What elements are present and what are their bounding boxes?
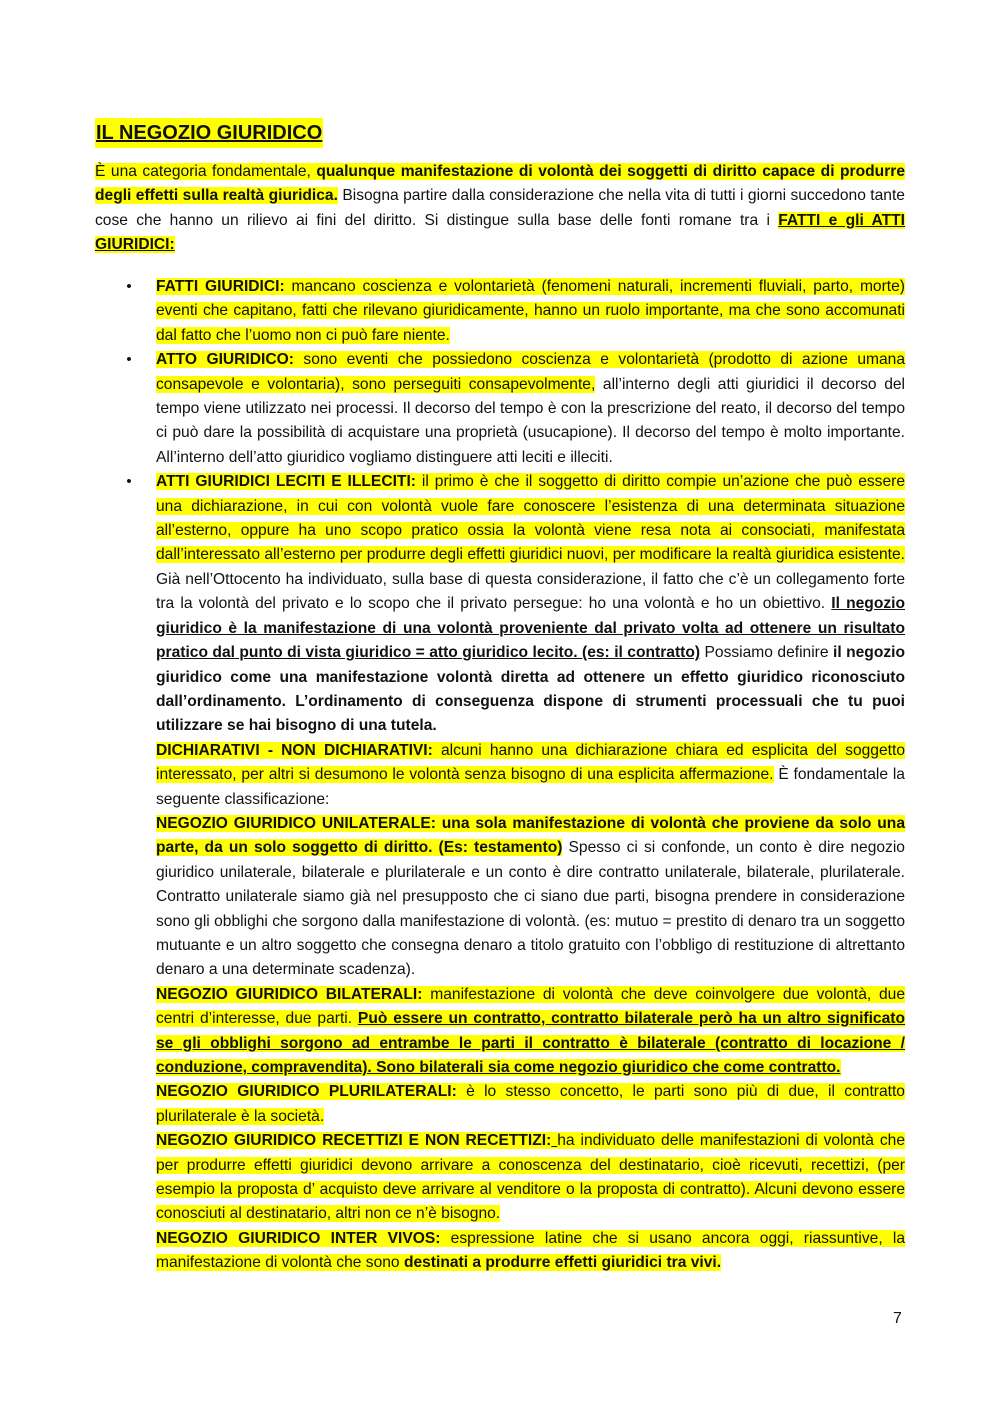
item-text: mancano coscienza e volontarietà (fenomeni naturali, incrementi fluviali, parto, morte) eventi che capitano, fatti che rilevano giuridicamente, hanno un ruolo importante, ma che sono accomunati dal fatto che l’uomo non ci può fare niente. [156, 278, 905, 344]
item-heading: FATTI GIURIDICI: [156, 278, 285, 295]
list-item-fatti-giuridici [95, 275, 905, 348]
page-number: 7 [893, 1310, 902, 1327]
item-heading: ATTO GIURIDICO: [156, 351, 294, 369]
section-text: manifestazione di volontà che deve coinvolgere due volontà, due centri d’interesse, due parti. [156, 985, 905, 1028]
section-bold: destinati a produrre effetti giuridici tra vivi. [403, 1254, 722, 1272]
section-plurilaterali [95, 1080, 905, 1129]
negozio-definition-2: il negozio giuridico come una manifestazione volontà diretta ad ottenere un effetto giuridico riconosciuto dall’ordinamento. L’ordinamento di conseguenza dispone di strumenti processuali che tu puoi utilizzare se hai bisogno di una tutela. [156, 644, 906, 735]
item-text-highlighted: il primo è che il soggetto di diritto compie un’azione che può essere una dichiarazione, in cui con volontà vuole fare conoscere l’esistenza di una determinata situazione all’esterno, oppure ha uno scopo pratico ossia la volontà viene resa nota ai consociati, manifestata dall’interessato all’esterno per produrre degli effetti giuridici nuovi, per modificare la realtà giuridica esistente. [156, 473, 906, 564]
intro-paragraph [95, 160, 905, 258]
item-text: all’interno degli atti giuridici il decorso del tempo viene utilizzato nei processi. Il decorso del tempo è con la prescrizione del reato, il decorso del tempo ci può dare la possibilità di acquistare una proprietà (usucapione). Il decorso del tempo è molto importante. All’interno dell’atto giuridico vogliamo distinguere atti leciti e illeciti. [156, 375, 905, 466]
section-heading: NEGOZIO GIURIDICO BILATERALI: [156, 985, 423, 1003]
item-text-highlighted: sono eventi che possiedono coscienza e volontarietà (prodotto di azione umana consapevole e volontaria), sono perseguiti consapevolmente, [156, 351, 906, 393]
section-text: Spesso ci si confonde, un conto è dire negozio giuridico unilaterale, bilaterale e plurilaterale e un conto è dire contratto unilaterale, bilaterale, plurilaterale. Contratto unilaterale siamo già nel presupposto che ci siano due parti, bisogna prendere in considerazione sono gli obblighi che sorgono dalla manifestazione di volontà. (es: mutuo = prestito di denaro tra un soggetto mutuante e un altro soggetto che consegna denaro a titolo gratuito con l’obbligo di restituzione di altrettanto denaro a una determinate scadenza). [156, 839, 905, 979]
section-recettizi [95, 1129, 905, 1227]
section-bold-underlined: Può essere un contratto, contratto bilaterale però ha un altro significato se gli obblighi sorgono ad entrambe le parti il contratto è bilaterale (contratto di locazione / conduzione, compravendita). Sono bilaterali sia come negozio giuridico che come contratto. [156, 1010, 905, 1076]
section-heading: DICHIARATIVI - NON DICHIARATIVI: [156, 741, 433, 759]
section-heading: NEGOZIO GIURIDICO PLURILATERALI: [156, 1083, 457, 1101]
list-item-atti-leciti-illeciti [95, 470, 905, 738]
section-heading: NEGOZIO GIURIDICO RECETTIZI E NON RECETTIZI: [156, 1132, 552, 1150]
section-text: espressione latine che si usano ancora oggi, riassuntive, la manifestazione di volontà che sono [156, 1229, 905, 1272]
bullet-icon: • [126, 473, 132, 491]
intro-text: È una categoria fondamentale, [95, 163, 317, 180]
categories-list [95, 275, 905, 1276]
section-dichiarativi [95, 739, 905, 812]
bullet-icon: • [126, 351, 132, 369]
bullet-icon: • [126, 278, 132, 295]
list-item-atto-giuridico [95, 348, 905, 470]
section-text: È fondamentale la seguente classificazione: [156, 766, 905, 808]
section-text: è lo stesso concetto, le parti sono più di due, il contratto plurilaterale è la società. [156, 1083, 905, 1125]
section-unilaterale [95, 812, 905, 983]
negozio-definition: Il negozio giuridico è la manifestazione di una volontà proveniente dal privato volta ad ottenere un risultato pratico dal punto di vista giuridico = atto giuridico lecito. (es: il contratto) [156, 595, 906, 662]
intro-definition: qualunque manifestazione di volontà dei soggetti di diritto capace di produrre degli effetti sulla realtà giuridica. [95, 163, 906, 205]
intro-continuation: Bisogna partire dalla considerazione che nella vita di tutti i giorni succedono tante cose che hanno un rilievo ai fini del diritto. Si distingue sulla base delle fonti romane tra i [95, 187, 905, 229]
item-heading: ATTI GIURIDICI LECITI E ILLECITI: [156, 473, 416, 491]
document-title: IL NEGOZIO GIURIDICO [95, 118, 323, 148]
section-heading: NEGOZIO GIURIDICO UNILATERALE: una sola manifestazione di volontà che proviene da solo una parte, da un solo soggetto di diritto. (Es: testamento) [156, 814, 905, 857]
section-heading: NEGOZIO GIURIDICO INTER VIVOS: [156, 1229, 441, 1247]
intro-facts-acts: FATTI e gli ATTI GIURIDICI: [95, 211, 905, 254]
section-text: ha individuato delle manifestazioni di volontà che per produrre effetti giuridici devono arrivare a conoscenza del destinatario, cioè ricevuti, recettizi, (per esempio la proposta d’ acquisto deve arrivare al venditore o la proposta di contratto). Alcuni devono essere conosciuti al destinatario, altri non ce n’è bisogno. [156, 1132, 905, 1223]
item-text: Già nell’Ottocento ha individuato, sulla base di questa considerazione, il fatto che c’è un collegamento forte tra la volontà del privato e lo scopo che il privato persegue: ho una volontà e ho un obiettivo. [156, 570, 905, 613]
item-text-2: Possiamo definire [700, 644, 833, 662]
section-text-highlighted: alcuni hanno una dichiarazione chiara ed esplicita del soggetto interessato, per altri si desumono le volontà senza bisogno di una esplicita affermazione. [156, 741, 905, 784]
section-bilaterali [95, 983, 905, 1081]
section-inter-vivos [95, 1227, 905, 1276]
